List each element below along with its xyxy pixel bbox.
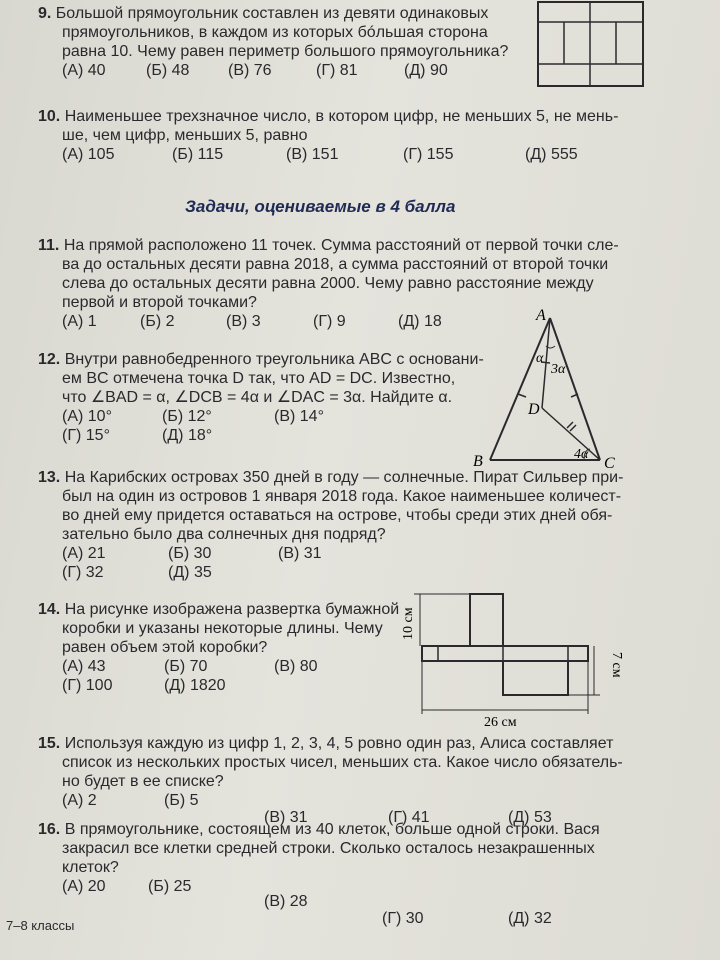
problem-number: 10.	[38, 108, 61, 125]
answer-options	[38, 657, 418, 676]
problem-text-line: во дней ему придется оставаться на острове, чтобы среди этих дней обя-	[62, 507, 613, 524]
problem-text-line: ем BC отмечена точка D так, что AD = DC. Известно,	[62, 370, 456, 387]
problem-15	[38, 734, 678, 827]
problem-number: 13.	[38, 469, 61, 486]
problem-text-line: Большой прямоугольник составлен из девяти одинаковых	[55, 5, 489, 22]
problem-16	[38, 820, 678, 928]
problem-14	[38, 600, 418, 695]
option-v[interactable]: (В) 31	[278, 545, 322, 562]
problem-number: 9.	[38, 5, 52, 22]
option-d[interactable]: (Д) 18	[398, 313, 442, 330]
answer-options	[38, 909, 678, 928]
option-d[interactable]: (Д) 35	[168, 564, 212, 581]
option-g[interactable]: (Г) 9	[313, 313, 346, 330]
problem-13	[38, 468, 678, 582]
problem-text-line: На прямой расположено 11 точек. Сумма расстояний от первой точки сле-	[63, 237, 619, 254]
option-v[interactable]: (В) 14°	[274, 408, 324, 425]
problem-number: 16.	[38, 821, 61, 838]
net-depth-label: 7 см	[609, 652, 624, 678]
option-b[interactable]: (Б) 25	[148, 878, 192, 895]
option-a[interactable]: (А) 20	[62, 878, 106, 895]
option-a[interactable]: (А) 1	[62, 313, 97, 330]
problem-text-line: список из нескольких простых чисел, меньших ста. Какое число обязатель-	[62, 754, 623, 771]
option-v[interactable]: (В) 76	[228, 62, 272, 79]
option-a[interactable]: (А) 2	[62, 792, 97, 809]
problem-10	[38, 107, 678, 164]
problem-text-line: Внутри равнобедренного треугольника ABC с основани-	[64, 351, 484, 368]
problem-text-line: Наименьшее трехзначное число, в котором цифр, не меньших 5, не мень-	[64, 108, 619, 125]
problem-text-line: был на один из островов 1 января 2018 года. Какое наименьшее количест-	[62, 488, 622, 505]
option-a[interactable]: (А) 40	[62, 62, 106, 79]
option-g[interactable]: (Г) 30	[382, 910, 424, 927]
problem-text-line: равна 10. Чему равен периметр большого прямоугольника?	[62, 43, 509, 60]
option-d[interactable]: (Д) 18°	[162, 427, 213, 444]
option-g[interactable]: (Г) 15°	[62, 427, 110, 444]
option-v[interactable]: (В) 3	[226, 313, 261, 330]
option-d[interactable]: (Д) 1820	[164, 677, 226, 694]
angle-label-three-alpha: 3α	[551, 362, 566, 377]
box-net-figure	[392, 588, 624, 730]
vertex-label-b: B	[473, 453, 483, 470]
angle-label-four-alpha: 4α	[574, 447, 589, 462]
option-g[interactable]: (Г) 100	[62, 677, 113, 694]
option-a[interactable]: (А) 10°	[62, 408, 112, 425]
problem-text-line: В прямоугольнике, состоящем из 40 клеток, больше одной строки. Вася	[64, 821, 600, 838]
problem-number: 14.	[38, 601, 61, 618]
answer-options	[38, 544, 678, 563]
option-a[interactable]: (А) 21	[62, 545, 106, 562]
problem-text-line: зательно было два солнечных дня подряд?	[62, 526, 386, 543]
nine-rectangles-figure	[536, 0, 646, 90]
net-width-label: 26 см	[484, 715, 517, 730]
option-b[interactable]: (Б) 48	[146, 62, 190, 79]
problem-text-line: закрасил все клетки средней строки. Сколько осталось незакрашенных	[62, 840, 595, 857]
problem-number: 15.	[38, 735, 61, 752]
option-b[interactable]: (Б) 2	[140, 313, 175, 330]
option-v[interactable]: (В) 31	[264, 809, 308, 826]
section-title: Задачи, оцениваемые в 4 балла	[185, 197, 456, 216]
footer-grade-label: 7–8 классы	[6, 918, 75, 933]
option-v[interactable]: (В) 151	[286, 146, 339, 163]
option-b[interactable]: (Б) 70	[164, 658, 208, 675]
option-a[interactable]: (А) 105	[62, 146, 115, 163]
problem-text-line: ва до остальных десяти равна 2018, а сумма расстояний от второй точки	[62, 256, 609, 273]
problem-12	[38, 350, 488, 445]
option-d[interactable]: (Д) 32	[508, 910, 552, 927]
problem-text-line: прямоугольников, в каждом из которых бóльшая сторона	[62, 24, 488, 41]
problem-text-line: слева до остальных десяти равна 2000. Чему равно расстояние между	[62, 275, 594, 292]
problem-text-line: коробки и указаны некоторые длины. Чему	[62, 620, 383, 637]
problem-number: 11.	[38, 237, 60, 254]
problem-text-line: На рисунке изображена развертка бумажной	[64, 601, 400, 618]
problem-text-line: клеток?	[62, 859, 119, 876]
option-d[interactable]: (Д) 53	[508, 809, 552, 826]
option-d[interactable]: (Д) 90	[404, 62, 448, 79]
option-g[interactable]: (Г) 81	[316, 62, 358, 79]
option-a[interactable]: (А) 43	[62, 658, 106, 675]
problem-text-line: ше, чем цифр, меньших 5, равно	[62, 127, 308, 144]
option-d[interactable]: (Д) 555	[525, 146, 578, 163]
problem-text-line: что ∠BAD = α, ∠DCB = 4α и ∠DAC = 3α. Найдите α.	[62, 389, 453, 406]
answer-options	[38, 407, 488, 426]
option-g[interactable]: (Г) 41	[388, 809, 430, 826]
point-label-d: D	[528, 401, 540, 418]
option-b[interactable]: (Б) 12°	[162, 408, 212, 425]
option-g[interactable]: (Г) 32	[62, 564, 104, 581]
vertex-label-c: C	[604, 455, 615, 472]
problem-number: 12.	[38, 351, 61, 368]
option-b[interactable]: (Б) 115	[172, 146, 224, 163]
problem-text-line: На Карибских островах 350 дней в году — солнечные. Пират Сильвер при-	[64, 469, 624, 486]
net-height-label: 10 см	[401, 607, 416, 640]
option-v[interactable]: (В) 28	[264, 893, 308, 910]
problem-text-line: но будет в ее списке?	[62, 773, 224, 790]
problem-text-line: первой и второй точками?	[62, 294, 257, 311]
answer-options	[38, 676, 418, 695]
answer-options	[38, 426, 488, 445]
triangle-figure	[470, 300, 630, 475]
angle-label-alpha: α	[536, 351, 544, 366]
answer-options	[38, 563, 678, 582]
answer-options	[38, 145, 678, 164]
problem-9	[38, 4, 538, 80]
option-g[interactable]: (Г) 155	[403, 146, 454, 163]
problem-text-line: Используя каждую из цифр 1, 2, 3, 4, 5 ровно один раз, Алиса составляет	[64, 735, 614, 752]
option-v[interactable]: (В) 80	[274, 658, 318, 675]
vertex-label-a: A	[536, 307, 546, 324]
option-b[interactable]: (Б) 5	[164, 792, 199, 809]
answer-options	[38, 61, 538, 80]
option-b[interactable]: (Б) 30	[168, 545, 212, 562]
problem-text-line: равен объем этой коробки?	[62, 639, 268, 656]
